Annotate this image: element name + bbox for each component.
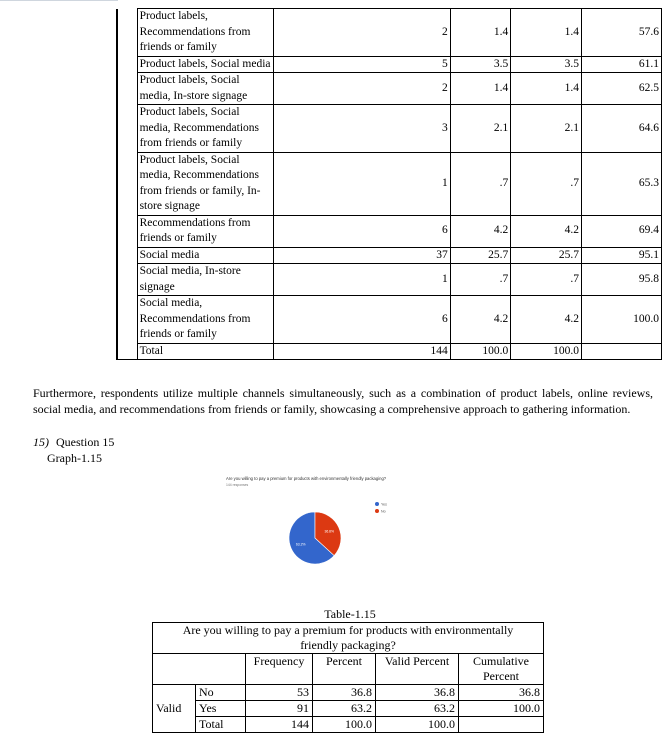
- cell-frequency: 5: [274, 56, 451, 73]
- question-heading: [33, 435, 114, 450]
- row-spacer: [117, 343, 137, 360]
- cell-cumulative: 100.0: [459, 701, 544, 717]
- row-spacer: [117, 247, 137, 264]
- table-row: [117, 247, 662, 264]
- row-spacer: [117, 105, 137, 153]
- header-percent: Percent: [313, 654, 376, 685]
- cell-cumulative: 61.1: [581, 56, 661, 73]
- row-spacer: [117, 296, 137, 344]
- legend-label: No: [381, 509, 386, 514]
- row-label: Product labels, Social media, In-store signage: [137, 73, 274, 105]
- header-frequency: Frequency: [246, 654, 313, 685]
- cell-cumulative: 65.3: [581, 152, 661, 215]
- row-label: Yes: [196, 701, 246, 717]
- cell-cumulative: 95.8: [581, 264, 661, 296]
- cell-cumulative: 64.6: [581, 105, 661, 153]
- cell-cumulative: 100.0: [581, 296, 661, 344]
- cell-valid-percent: 36.8: [376, 685, 459, 701]
- legend-swatch: [375, 502, 379, 506]
- cell-valid-percent: 3.5: [511, 56, 582, 73]
- cell-percent: 1.4: [450, 9, 511, 57]
- cell-percent: 63.2: [313, 701, 376, 717]
- chart-title: Are you willing to pay a premium for products with environmentally friendly packaging?: [226, 476, 387, 481]
- table-row: [117, 264, 662, 296]
- row-spacer: [117, 9, 137, 57]
- pie-slices: [289, 512, 341, 564]
- cell-frequency: 2: [274, 9, 451, 57]
- cell-cumulative: 36.8: [459, 685, 544, 701]
- cell-valid-percent: .7: [511, 264, 582, 296]
- cell-frequency: 144: [246, 717, 313, 733]
- header-valid-percent: Valid Percent: [376, 654, 459, 685]
- premium-frequency-table: [152, 622, 544, 733]
- cell-percent: 2.1: [450, 105, 511, 153]
- cell-percent: 3.5: [450, 56, 511, 73]
- cell-frequency: 6: [274, 215, 451, 247]
- cell-valid-percent: 2.1: [511, 105, 582, 153]
- cell-valid-percent: 100.0: [511, 343, 582, 360]
- cell-cumulative: [581, 343, 661, 360]
- row-spacer: [117, 56, 137, 73]
- cell-frequency: 1: [274, 152, 451, 215]
- row-label: Product labels, Recommendations from friends or family: [137, 9, 274, 57]
- cell-valid-percent: 63.2: [376, 701, 459, 717]
- row-label: Product labels, Social media: [137, 56, 274, 73]
- cell-cumulative: [459, 717, 544, 733]
- row-spacer: [117, 73, 137, 105]
- row-spacer: [117, 264, 137, 296]
- slice-value-label: 63.2%: [295, 542, 306, 547]
- cell-valid-percent: 4.2: [511, 215, 582, 247]
- cell-cumulative: 69.4: [581, 215, 661, 247]
- pie-chart: [226, 472, 451, 582]
- cell-frequency: 144: [274, 343, 451, 360]
- group-label: Valid: [153, 685, 196, 733]
- cell-percent: .7: [450, 152, 511, 215]
- table-row: [117, 73, 662, 105]
- table-row: [117, 215, 662, 247]
- row-label: Recommendations from friends or family: [137, 215, 274, 247]
- row-label: No: [196, 685, 246, 701]
- cell-valid-percent: 4.2: [511, 296, 582, 344]
- row-spacer: [117, 215, 137, 247]
- cell-percent: 1.4: [450, 73, 511, 105]
- legend-label: Yes: [381, 502, 387, 507]
- header-blank: [153, 654, 246, 685]
- cell-frequency: 3: [274, 105, 451, 153]
- table-row: [117, 105, 662, 153]
- question-number: 15): [33, 435, 49, 449]
- table-caption: Table-1.15: [324, 607, 376, 621]
- cell-valid-percent: 25.7: [511, 247, 582, 264]
- cell-frequency: 1: [274, 264, 451, 296]
- row-spacer: [117, 152, 137, 215]
- table-row: [117, 296, 662, 344]
- table-row: [117, 9, 662, 57]
- row-label: Social media, In-store signage: [137, 264, 274, 296]
- cell-percent: 4.2: [450, 215, 511, 247]
- header-cumulative-percent: Cumulative Percent: [459, 654, 544, 685]
- cell-valid-percent: 1.4: [511, 9, 582, 57]
- row-label: Total: [137, 343, 274, 360]
- table-row: [117, 152, 662, 215]
- cell-percent: 100.0: [313, 717, 376, 733]
- cell-percent: 100.0: [450, 343, 511, 360]
- legend-swatch: [375, 509, 379, 513]
- cell-percent: 36.8: [313, 685, 376, 701]
- body-paragraph: Furthermore, respondents utilize multiple channels simultaneously, such as a combination of product labels, online reviews, social media, and recommendations from friends or family, showcasing a comprehensive approach to gathering information.: [33, 386, 653, 416]
- cell-percent: 4.2: [450, 296, 511, 344]
- top-divider: [0, 0, 118, 1]
- row-label: Product labels, Social media, Recommendations from friends or family, In-store signage: [137, 152, 274, 215]
- cell-cumulative: 57.6: [581, 9, 661, 57]
- cell-frequency: 53: [246, 685, 313, 701]
- channels-frequency-table: [116, 8, 662, 360]
- table-row: [117, 56, 662, 73]
- row-label: Social media: [137, 247, 274, 264]
- cell-valid-percent: 100.0: [376, 717, 459, 733]
- question-title: Question 15: [56, 435, 115, 449]
- cell-frequency: 2: [274, 73, 451, 105]
- cell-cumulative: 62.5: [581, 73, 661, 105]
- table-title: Are you willing to pay a premium for products with environmentally friendly packaging?: [153, 623, 544, 654]
- chart-subtitle: 144 responses: [226, 483, 249, 487]
- cell-cumulative: 95.1: [581, 247, 661, 264]
- cell-percent: .7: [450, 264, 511, 296]
- row-label: Total: [196, 717, 246, 733]
- cell-valid-percent: 1.4: [511, 73, 582, 105]
- cell-frequency: 6: [274, 296, 451, 344]
- row-label: Social media, Recommendations from friends or family: [137, 296, 274, 344]
- table-row: [117, 343, 662, 360]
- cell-frequency: 91: [246, 701, 313, 717]
- row-label: Product labels, Social media, Recommendations from friends or family: [137, 105, 274, 153]
- graph-label: Graph-1.15: [47, 451, 102, 465]
- cell-percent: 25.7: [450, 247, 511, 264]
- chart-legend: [375, 502, 387, 513]
- cell-frequency: 37: [274, 247, 451, 264]
- cell-valid-percent: .7: [511, 152, 582, 215]
- slice-value-label: 36.8%: [324, 529, 335, 534]
